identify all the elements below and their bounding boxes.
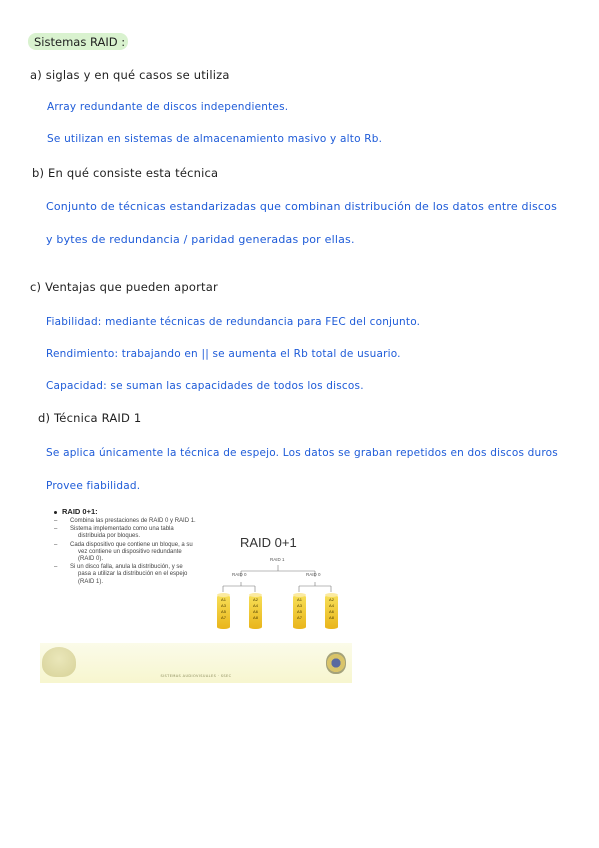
section-b-answer-1: Conjunto de técnicas estandarizadas que combinan distribución de los datos entre discos [46,200,558,213]
raid0-right-label: RAID 0 [306,572,321,577]
page-title: Sistemas RAID : [34,35,126,49]
disk-3-block-1: A1 [297,597,302,602]
disk-2-block-3: A6 [253,609,258,614]
bullet-dot-icon [54,511,57,514]
section-d-heading: d) Técnica RAID 1 [38,411,142,425]
university-emblem-left [42,647,76,677]
section-d-answer-1: Se aplica únicamente la técnica de espejo. Los datos se graban repetidos en dos discos duros [46,447,558,459]
disk-2-block-1: A2 [253,597,258,602]
raid-slide-image [40,505,352,683]
slide-bullet-2: – Sistema implementado como una tabla distribuida por bloques. [70,526,196,540]
disk-3-block-2: A3 [297,603,302,608]
disk-4 [325,595,338,629]
disk-1-block-2: A3 [221,603,226,608]
disk-2-block-2: A4 [253,603,258,608]
raid0-left-label: RAID 0 [232,572,247,577]
section-c-answer-3: Capacidad: se suman las capacidades de todos los discos. [46,380,364,392]
slide-bullets [54,507,214,587]
university-seal-right [326,652,346,674]
slide-bullet-4: – Si un disco falla, anula la distribución, y se pasa a utilizar la distribución en el espejo (RAID 1). [70,564,196,586]
slide-bullet-title-text: RAID 0+1: [62,507,98,516]
disk-2-block-4: A8 [253,615,258,620]
disk-3 [293,595,306,629]
section-c-answer-2: Rendimiento: trabajando en || se aumenta el Rb total de usuario. [46,348,401,360]
raid1-label: RAID 1 [270,557,285,562]
section-b-heading: b) En qué consiste esta técnica [32,166,219,180]
section-b-answer-2: y bytes de redundancia / paridad generadas por ellas. [46,233,355,246]
disk-1-block-1: A1 [221,597,226,602]
slide-bullet-title [54,507,214,516]
disk-1-block-3: A5 [221,609,226,614]
section-a-answer-1: Array redundante de discos independientes. [47,101,289,113]
raid-diagram-title: RAID 0+1 [240,535,297,550]
disk-4-block-2: A4 [329,603,334,608]
disk-4-block-1: A2 [329,597,334,602]
disk-3-block-4: A7 [297,615,302,620]
disk-1 [217,595,230,629]
disk-1-block-4: A7 [221,615,226,620]
slide-bullet-3: – Cada dispositivo que contiene un bloque, a su vez contiene un dispositivo redundante (RAID 0). [70,542,196,564]
section-c-heading: c) Ventajas que pueden aportar [30,280,218,294]
slide-bullet-1: – Combina las prestaciones de RAID 0 y RAID 1. [70,518,196,525]
section-a-answer-2: Se utilizan en sistemas de almacenamiento masivo y alto Rb. [47,133,383,145]
section-a-heading: a) siglas y en qué casos se utiliza [30,68,230,82]
section-c-answer-1: Fiabilidad: mediante técnicas de redundancia para FEC del conjunto. [46,316,421,328]
section-d-answer-2: Provee fiabilidad. [46,480,141,492]
disk-4-block-4: A8 [329,615,334,620]
disk-2 [249,595,262,629]
disk-4-block-3: A6 [329,609,334,614]
slide-footer-text: SISTEMAS AUDIOVISUALES · SSEC [160,674,232,678]
disk-3-block-3: A5 [297,609,302,614]
